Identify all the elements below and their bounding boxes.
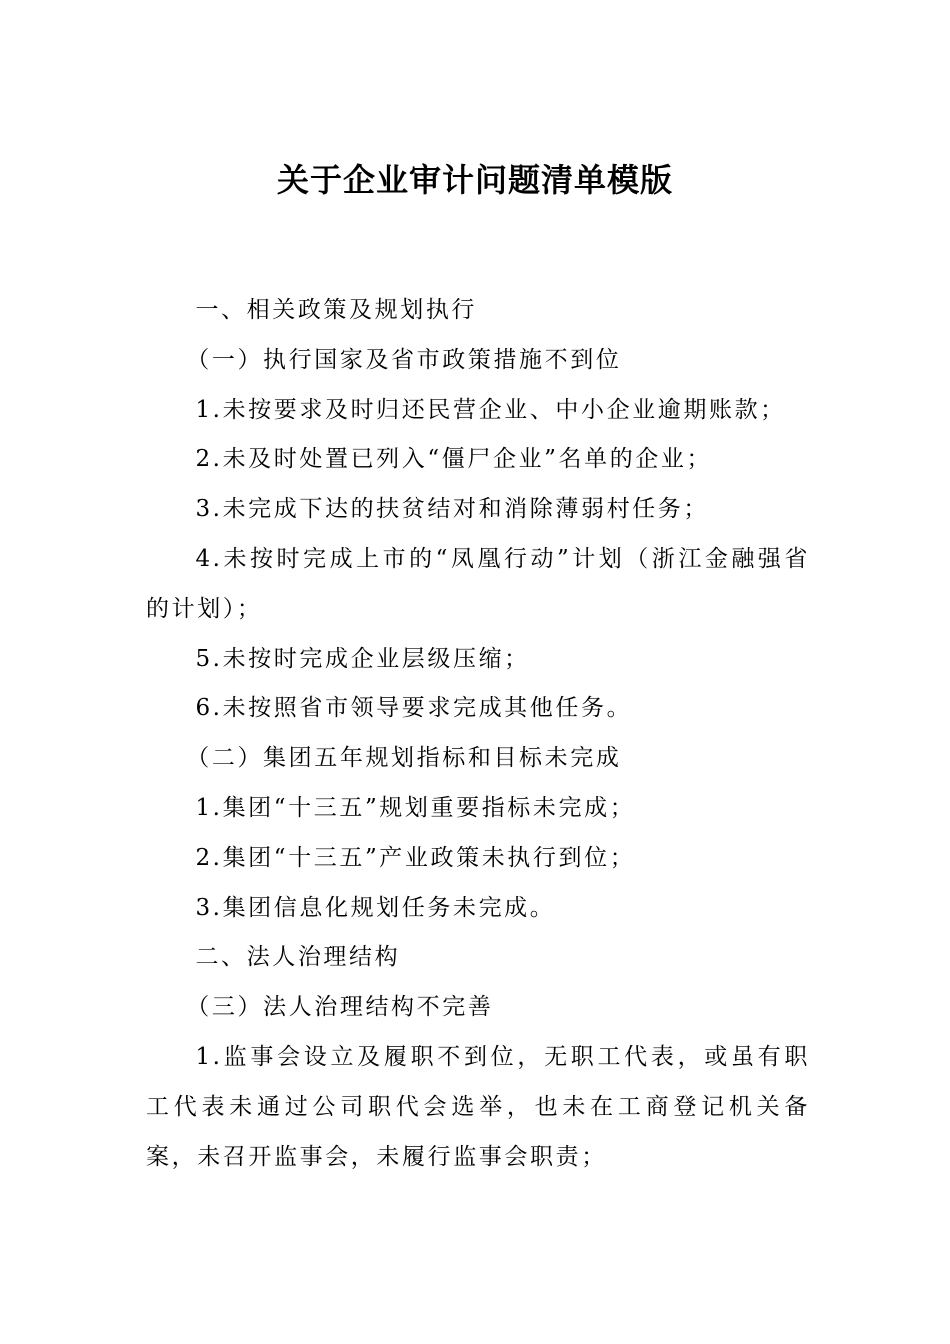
subsection-heading-governance-structure: （三）法人治理结构不完善 (186, 994, 494, 1021)
list-item: 1.监事会设立及履职不到位，无职工代表，或虽有职工代表未通过公司职代会选举，也未在工商登记机关备案，未召开监事会，未履行监事会职责； (146, 1043, 810, 1170)
list-item: 3.未完成下达的扶贫结对和消除薄弱村任务； (195, 496, 709, 523)
list-item: 6.未按照省市领导要求完成其他任务。 (195, 695, 633, 722)
list-item: 2.集团“十三五”产业政策未执行到位； (195, 844, 636, 871)
list-item: 3.集团信息化规划任务未完成。 (195, 894, 556, 921)
subsection-heading-five-year-plan: （二）集团五年规划指标和目标未完成 (186, 745, 622, 772)
list-item: 5.未按时完成企业层级压缩； (195, 645, 530, 672)
section-heading-policy: 一、相关政策及规划执行 (195, 297, 478, 323)
list-item: 1.未按要求及时归还民营企业、中小企业逾期账款； (195, 396, 786, 423)
list-item: 1.集团“十三五”规划重要指标未完成； (195, 794, 636, 821)
list-item: 2.未及时处置已列入“僵尸企业”名单的企业； (195, 446, 713, 473)
document-body (146, 286, 810, 1182)
subsection-heading-policy-measures: （一）执行国家及省市政策措施不到位 (186, 346, 622, 373)
document-title: 关于企业审计问题清单模版 (276, 161, 673, 199)
list-item: 4.未按时完成上市的“凤凰行动”计划（浙江金融强省的计划）； (146, 545, 810, 622)
section-heading-governance: 二、法人治理结构 (195, 944, 401, 971)
